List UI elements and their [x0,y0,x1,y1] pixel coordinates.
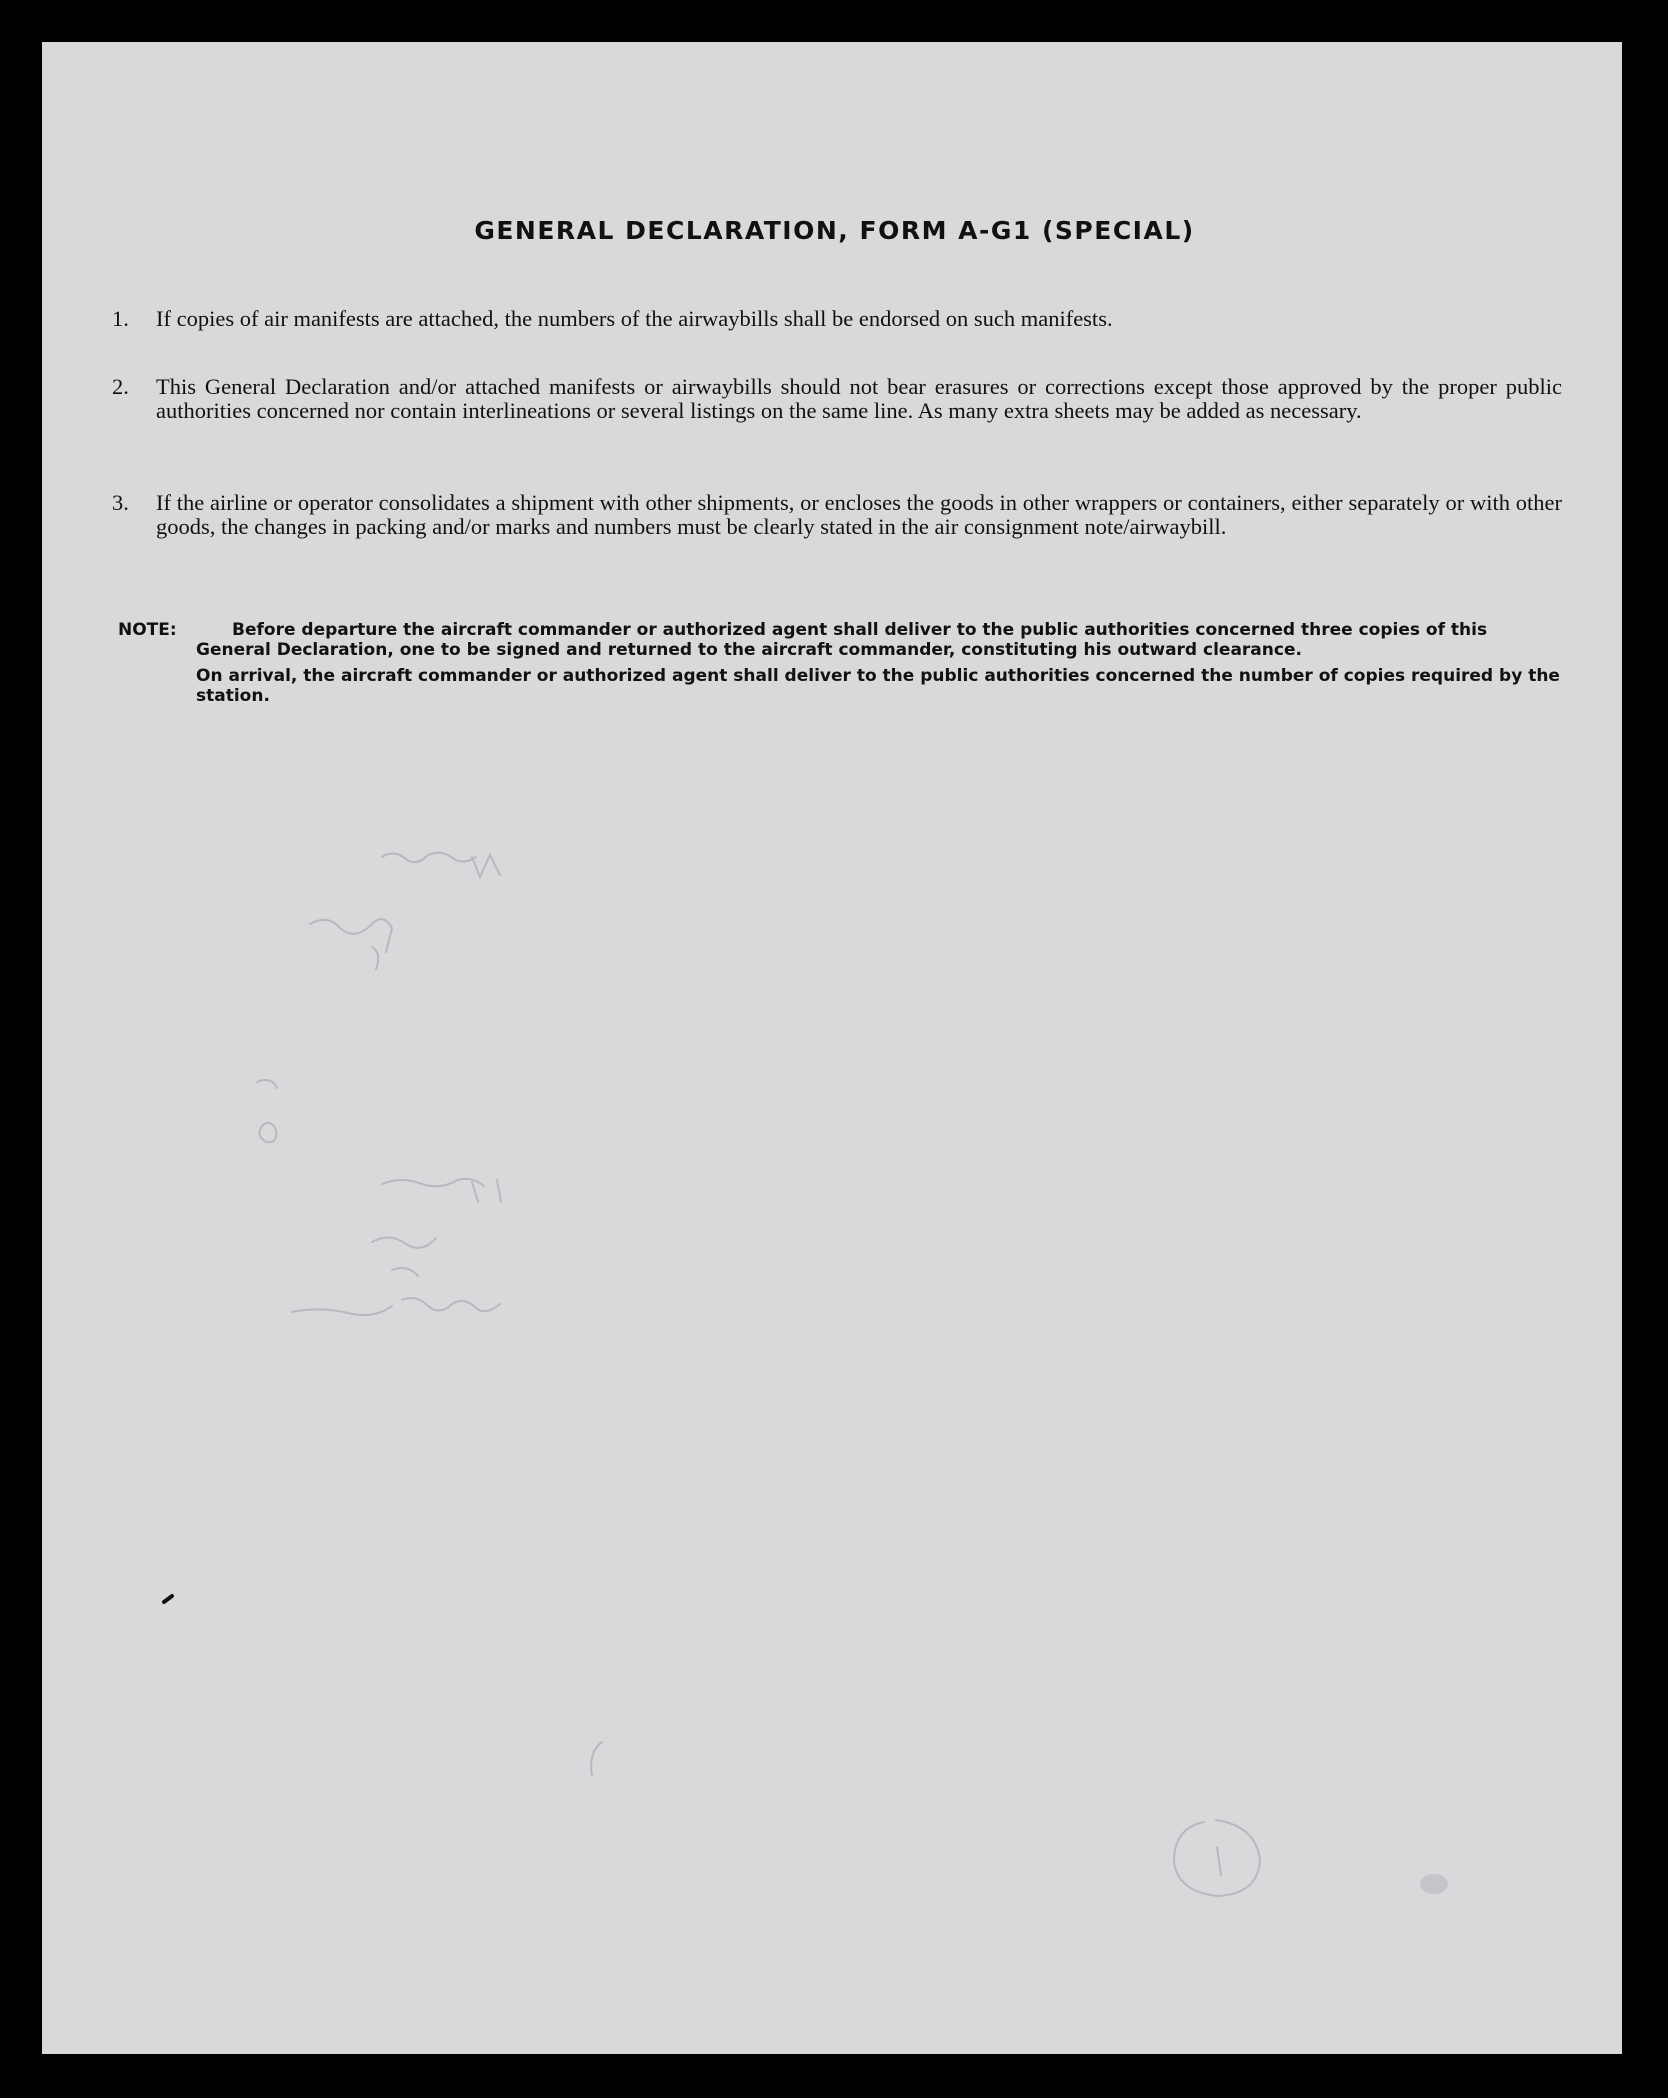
list-item [112,375,1562,423]
document-page [42,42,1622,2054]
item-number: 3. [112,490,129,515]
note-paragraph: On arrival, the aircraft commander or authorized agent shall deliver to the public authorities concerned the number of copies required by the station. [196,666,1560,706]
item-text: If the airline or operator consolidates a shipment with other shipments, or encloses the goods in other wrappers or containers, either separately or with other goods, the changes in packing and/or marks and numbers must be clearly stated in the air consignment note/airwaybill. [156,490,1562,539]
bleed-through-marks [42,42,1622,2054]
page-title: GENERAL DECLARATION, FORM A-G1 (SPECIAL) [474,216,1195,245]
list-item [112,491,1562,539]
item-number: 2. [112,374,129,399]
note-section [118,620,1562,712]
item-number: 1. [112,306,129,331]
note-paragraph: Before departure the aircraft commander or authorized agent shall deliver to the public authorities concerned three copies of this General Declaration, one to be signed and returned to the aircraft commander, constituting his outward clearance. [196,620,1488,660]
item-text: This General Declaration and/or attached manifests or airwaybills should not bear erasures or corrections except those approved by the proper public authorities concerned nor contain interlineations or several listings on the same line. As many extra sheets may be added as necessary. [156,374,1562,423]
list-item [112,307,1562,331]
note-label: NOTE: [118,620,177,640]
item-text: If copies of air manifests are attached, the numbers of the airwaybills shall be endorsed on such manifests. [156,306,1113,331]
